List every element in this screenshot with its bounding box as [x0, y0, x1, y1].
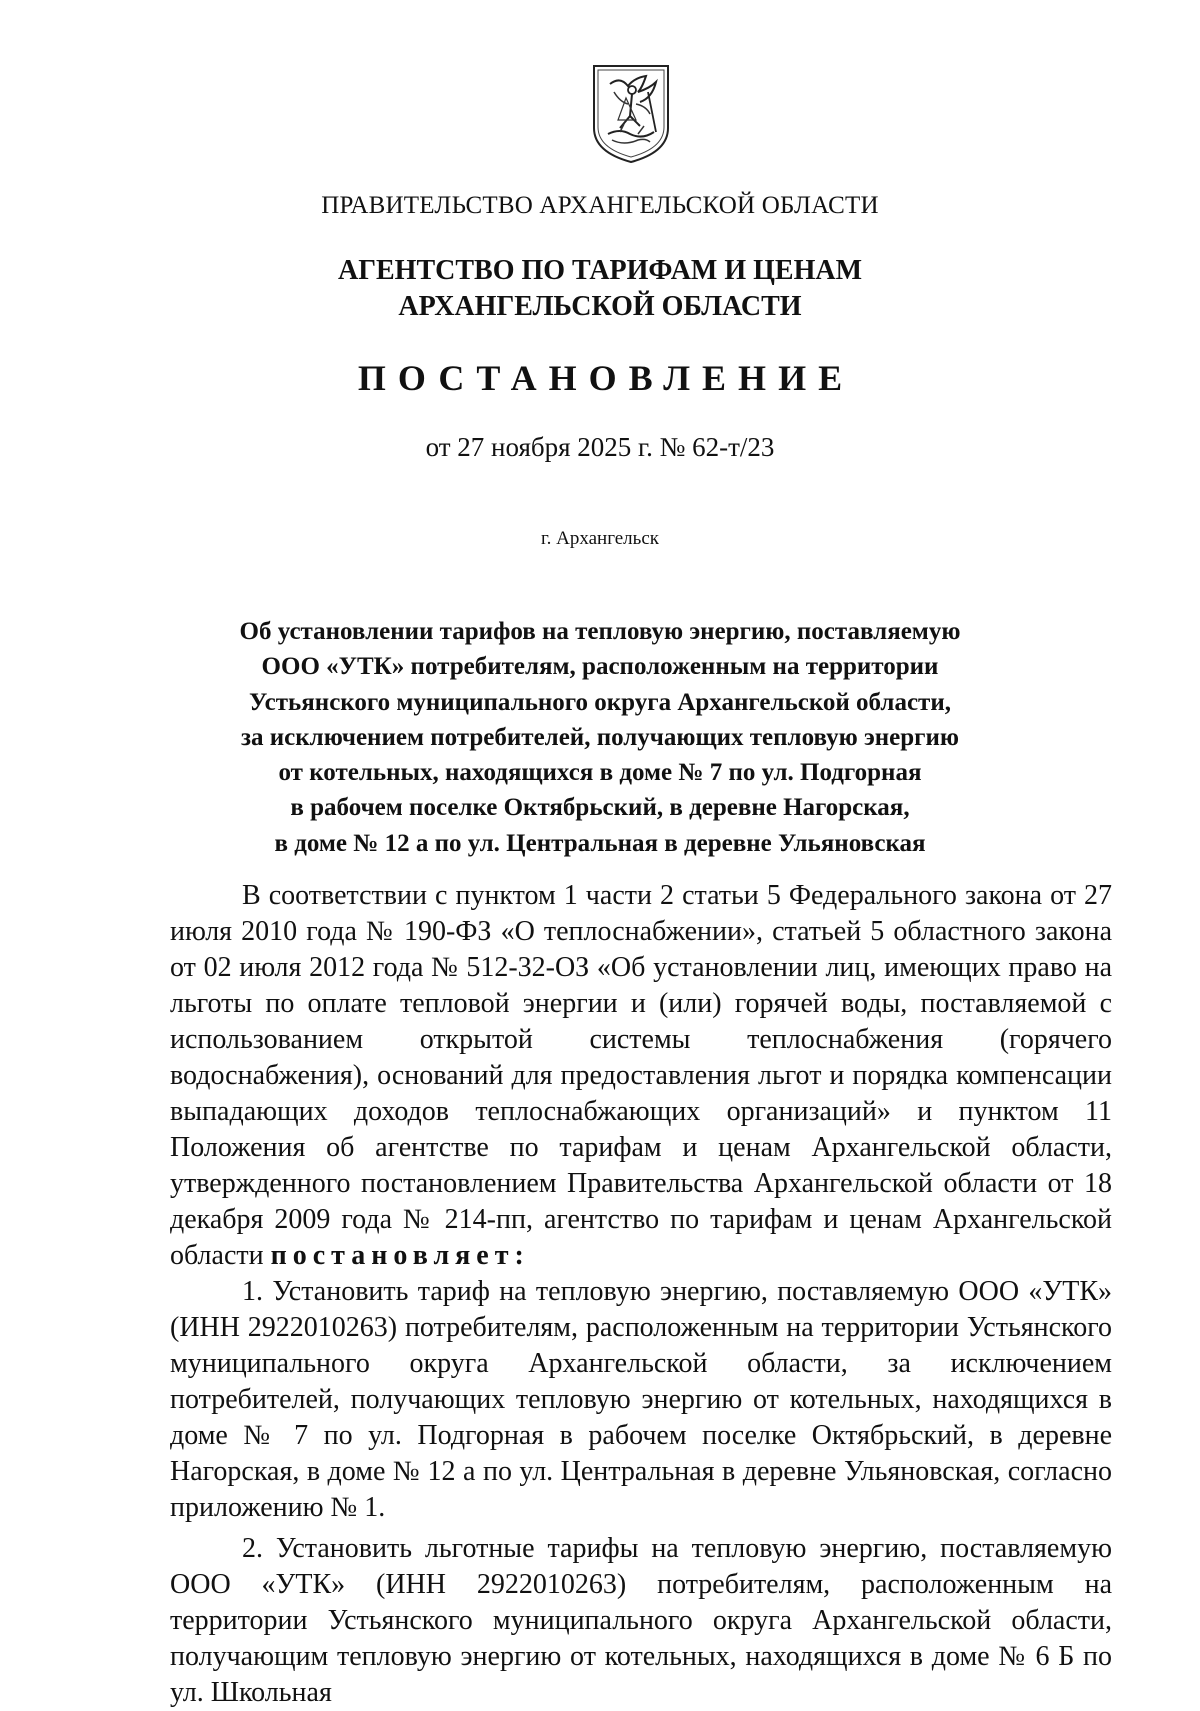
subject-line: Об установлении тарифов на тепловую энергию, поставляемую	[239, 618, 961, 645]
subject-line: ООО «УТК» потребителям, расположенным на территории	[261, 653, 939, 681]
city: г. Архангельск	[540, 528, 659, 549]
subject-line: Устьянского муниципального округа Архангельской области,	[249, 688, 951, 716]
subject-line: за исключением потребителей, получающих тепловую энергию	[240, 723, 960, 751]
document-body	[170, 878, 1112, 1711]
item-1-paragraph: 1. Установить тариф на тепловую энергию, поставляемую ООО «УТК» (ИНН 2922010263) потребителям, расположенным на территории Устьянского муниципального округа Архангельской области, за исключением потребителей, получающих тепловую энергию от котельных, находящихся в доме № 7 по ул. Подгорная в рабочем поселке Октябрьский, в деревне Нагорская, в доме № 12 а по ул. Центральная в деревне Ульяновская, согласно приложению № 1.	[170, 1276, 1112, 1523]
subject-line: в рабочем поселке Октябрьский, в деревне Нагорская,	[290, 794, 910, 822]
preamble-paragraph	[170, 878, 1112, 1274]
subject-line: в доме № 12 а по ул. Центральная в деревне Ульяновская	[274, 829, 926, 857]
preamble-text: В соответствии с пунктом 1 части 2 статьи 5 Федерального закона от 27 июля 2010 года № 190-ФЗ «О теплоснабжении», статьей 5 областного закона от 02 июля 2012 года № 512-32-ОЗ «Об установлении лиц, имеющих право на льготы по оплате тепловой энергии и (или) горячей воды, поставляемой с использованием открытой системы теплоснабжения (горячего водоснабжения), оснований для предоставления льгот и порядка компенсации выпадающих доходов теплоснабжающих организаций» и пунктом 11 Положения об агентстве по тарифам и ценам Архангельской области, утвержденного постановлением Правительства Архангельской области от 18 декабря 2009 года № 214-пп, агентство по тарифам и ценам Архангельской области	[170, 880, 1112, 1271]
date-and-number: от 27 ноября 2025 г. № 62-т/23	[425, 432, 775, 462]
document-subject	[0, 614, 1200, 861]
coat-of-arms-icon	[590, 62, 672, 166]
resolves-word: постановляет:	[270, 1240, 530, 1271]
agency-title	[0, 253, 1200, 325]
government-title: ПРАВИТЕЛЬСТВО АРХАНГЕЛЬСКОЙ ОБЛАСТИ	[321, 192, 879, 219]
item-2-paragraph: 2. Установить льготные тарифы на тепловую энергию, поставляемую ООО «УТК» (ИНН 2922010263) потребителям, расположенным на территории Устьянского муниципального округа Архангельской области, получающим тепловую энергию от котельных, находящихся в доме № 6 Б по ул. Школьная	[170, 1533, 1112, 1708]
subject-line: от котельных, находящихся в доме № 7 по ул. Подгорная	[278, 759, 922, 787]
agency-title-line2: АРХАНГЕЛЬСКОЙ ОБЛАСТИ	[398, 291, 802, 322]
agency-title-line1: АГЕНТСТВО ПО ТАРИФАМ И ЦЕНАМ	[337, 255, 863, 286]
document-type: ПОСТАНОВЛЕНИЕ	[357, 358, 855, 398]
